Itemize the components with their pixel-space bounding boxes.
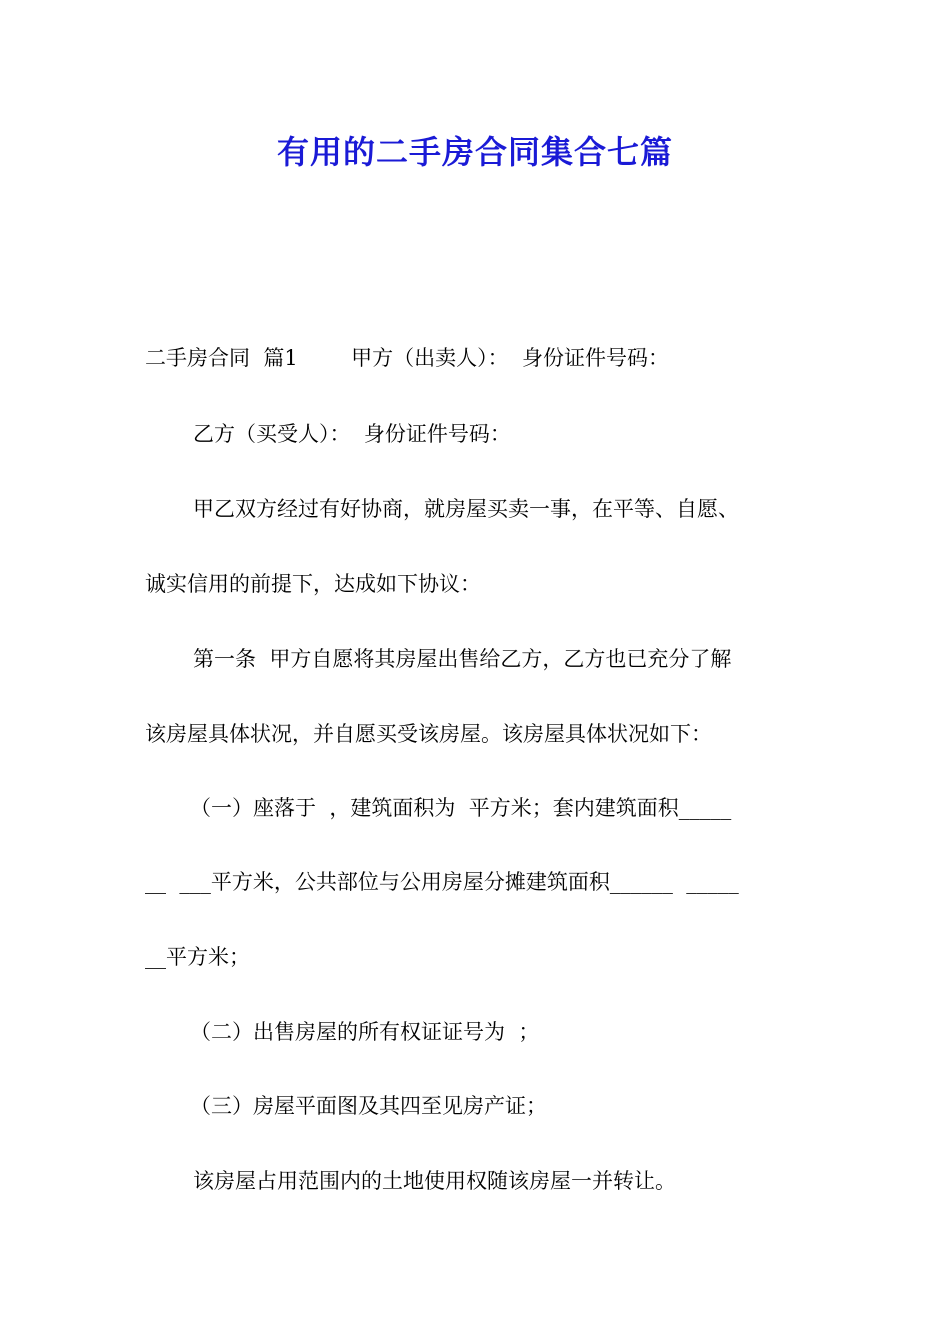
paragraph-line-3: 甲乙双方经过有好协商，就房屋买卖一事，在平等、自愿、 [193,497,739,521]
paragraph-line-6: 该房屋具体状况，并自愿买受该房屋。该房屋具体状况如下： [145,722,712,746]
document-title: 有用的二手房合同集合七篇 [276,133,673,171]
paragraph-line-7: （一）座落于 ，建筑面积为 平方米；套内建筑面积_____ [190,796,732,820]
paragraph-line-5: 第一条 甲方自愿将其房屋出售给乙方，乙方也已充分了解 [193,647,732,671]
paragraph-line-8: __ ___平方米，公共部位与公用房屋分摊建筑面积______ _____ [145,870,739,894]
paragraph-line-1: 二手房合同 篇1 甲方（出卖人）： 身份证件号码： [145,346,669,370]
paragraph-line-9: __平方米； [145,945,250,969]
paragraph-line-11: （三）房屋平面图及其四至见房产证； [190,1094,547,1118]
paragraph-line-10: （二）出售房屋的所有权证证号为 ； [190,1020,540,1044]
paragraph-line-2: 乙方（买受人）： 身份证件号码： [193,422,511,446]
paragraph-line-4: 诚实信用的前提下，达成如下协议： [145,572,481,596]
paragraph-line-12: 该房屋占用范围内的土地使用权随该房屋一并转让。 [193,1169,676,1193]
